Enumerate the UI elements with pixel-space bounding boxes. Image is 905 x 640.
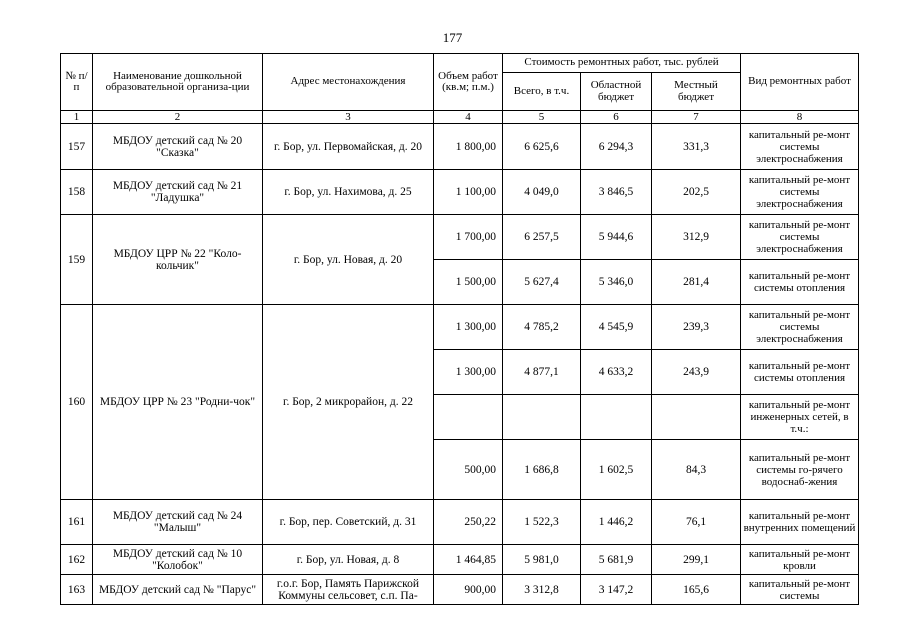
work-volume: 1 100,00 (434, 170, 503, 215)
row-number: 160 (61, 305, 93, 500)
work-volume: 1 300,00 (434, 305, 503, 350)
cost-regional: 6 294,3 (581, 124, 652, 170)
cost-regional: 3 846,5 (581, 170, 652, 215)
cost-regional (581, 395, 652, 440)
table-row (61, 170, 859, 215)
organization-name: МБДОУ детский сад № 20 "Сказка" (93, 124, 263, 170)
cost-total: 6 625,6 (503, 124, 581, 170)
address: г. Бор, ул. Нахимова, д. 25 (263, 170, 434, 215)
column-number: 5 (503, 111, 581, 124)
work-volume: 1 464,85 (434, 545, 503, 575)
address: г. Бор, пер. Советский, д. 31 (263, 500, 434, 545)
cost-local: 202,5 (652, 170, 741, 215)
organization-name: МБДОУ детский сад № 10 "Колобок" (93, 545, 263, 575)
organization-name: МБДОУ детский сад № 24 "Малыш" (93, 500, 263, 545)
cost-regional: 3 147,2 (581, 575, 652, 605)
column-number: 8 (741, 111, 859, 124)
cost-total: 3 312,8 (503, 575, 581, 605)
table-row (61, 545, 859, 575)
work-volume: 1 800,00 (434, 124, 503, 170)
work-type: капитальный ре-монт системы электроснабжения (741, 305, 859, 350)
work-type: капитальный ре-монт системы электроснабжения (741, 124, 859, 170)
work-type: капитальный ре-монт внутренних помещений (741, 500, 859, 545)
address: г. Бор, ул. Первомайская, д. 20 (263, 124, 434, 170)
row-number: 161 (61, 500, 93, 545)
col-header-total: Всего, в т.ч. (503, 73, 581, 111)
cost-regional: 5 681,9 (581, 545, 652, 575)
work-volume: 250,22 (434, 500, 503, 545)
cost-local: 239,3 (652, 305, 741, 350)
table-row (61, 500, 859, 545)
col-header-volume: Объем работ (кв.м; п.м.) (434, 54, 503, 111)
repair-works-table (60, 53, 859, 605)
column-numbers-row (61, 111, 859, 124)
column-number: 4 (434, 111, 503, 124)
organization-name: МБДОУ детский сад № 21 "Ладушка" (93, 170, 263, 215)
work-volume: 1 700,00 (434, 215, 503, 260)
cost-total: 4 049,0 (503, 170, 581, 215)
column-number: 6 (581, 111, 652, 124)
work-type: капитальный ре-монт системы электроснабжения (741, 215, 859, 260)
cost-local: 165,6 (652, 575, 741, 605)
cost-local: 84,3 (652, 440, 741, 500)
cost-regional: 5 346,0 (581, 260, 652, 305)
column-number: 3 (263, 111, 434, 124)
work-type: капитальный ре-монт системы отопления (741, 260, 859, 305)
row-number: 162 (61, 545, 93, 575)
col-header-local: Местный бюджет (652, 73, 741, 111)
work-type: капитальный ре-монт системы отопления (741, 350, 859, 395)
cost-local: 312,9 (652, 215, 741, 260)
cost-regional: 4 633,2 (581, 350, 652, 395)
organization-name: МБДОУ ЦРР № 23 "Родни-чок" (93, 305, 263, 500)
page-number: 177 (442, 30, 463, 45)
address: г. Бор, ул. Новая, д. 20 (263, 215, 434, 305)
address: г. Бор, 2 микрорайон, д. 22 (263, 305, 434, 500)
cost-local: 299,1 (652, 545, 741, 575)
cost-total: 4 785,2 (503, 305, 581, 350)
cost-local: 76,1 (652, 500, 741, 545)
cost-local: 243,9 (652, 350, 741, 395)
row-number: 159 (61, 215, 93, 305)
column-number: 1 (61, 111, 93, 124)
cost-total: 4 877,1 (503, 350, 581, 395)
cost-local (652, 395, 741, 440)
col-header-regional: Областной бюджет (581, 73, 652, 111)
work-volume: 1 500,00 (434, 260, 503, 305)
cost-local: 331,3 (652, 124, 741, 170)
work-type: капитальный ре-монт системы (741, 575, 859, 605)
cost-local: 281,4 (652, 260, 741, 305)
column-number: 7 (652, 111, 741, 124)
cost-regional: 4 545,9 (581, 305, 652, 350)
row-number: 158 (61, 170, 93, 215)
address: г. Бор, ул. Новая, д. 8 (263, 545, 434, 575)
col-header-address: Адрес местонахождения (263, 54, 434, 111)
col-header-name: Наименование дошкольной образовательной организа-ции (93, 54, 263, 111)
table-row (61, 305, 859, 350)
address: г.о.г. Бор, Память Парижской Коммуны сельсовет, с.п. Па- (263, 575, 434, 605)
work-type: капитальный ре-монт кровли (741, 545, 859, 575)
work-volume: 500,00 (434, 440, 503, 500)
organization-name: МБДОУ ЦРР № 22 "Коло-кольчик" (93, 215, 263, 305)
row-number: 157 (61, 124, 93, 170)
cost-total: 5 981,0 (503, 545, 581, 575)
cost-regional: 1 602,5 (581, 440, 652, 500)
organization-name: МБДОУ детский сад № "Парус" (93, 575, 263, 605)
cost-regional: 1 446,2 (581, 500, 652, 545)
col-header-cost-group: Стоимость ремонтных работ, тыс. рублей (503, 54, 741, 73)
col-header-no: № п/п (61, 54, 93, 111)
work-type: капитальный ре-монт системы электроснабжения (741, 170, 859, 215)
cost-total: 1 522,3 (503, 500, 581, 545)
table-row (61, 575, 859, 605)
work-volume: 900,00 (434, 575, 503, 605)
cost-total: 6 257,5 (503, 215, 581, 260)
work-type: капитальный ре-монт инженерных сетей, в т.ч.: (741, 395, 859, 440)
table-row (61, 215, 859, 260)
work-type: капитальный ре-монт системы го-рячего водоснаб-жения (741, 440, 859, 500)
work-volume (434, 395, 503, 440)
cost-total: 1 686,8 (503, 440, 581, 500)
row-number: 163 (61, 575, 93, 605)
column-number: 2 (93, 111, 263, 124)
cost-regional: 5 944,6 (581, 215, 652, 260)
cost-total (503, 395, 581, 440)
table-row (61, 124, 859, 170)
work-volume: 1 300,00 (434, 350, 503, 395)
col-header-work-type: Вид ремонтных работ (741, 54, 859, 111)
cost-total: 5 627,4 (503, 260, 581, 305)
